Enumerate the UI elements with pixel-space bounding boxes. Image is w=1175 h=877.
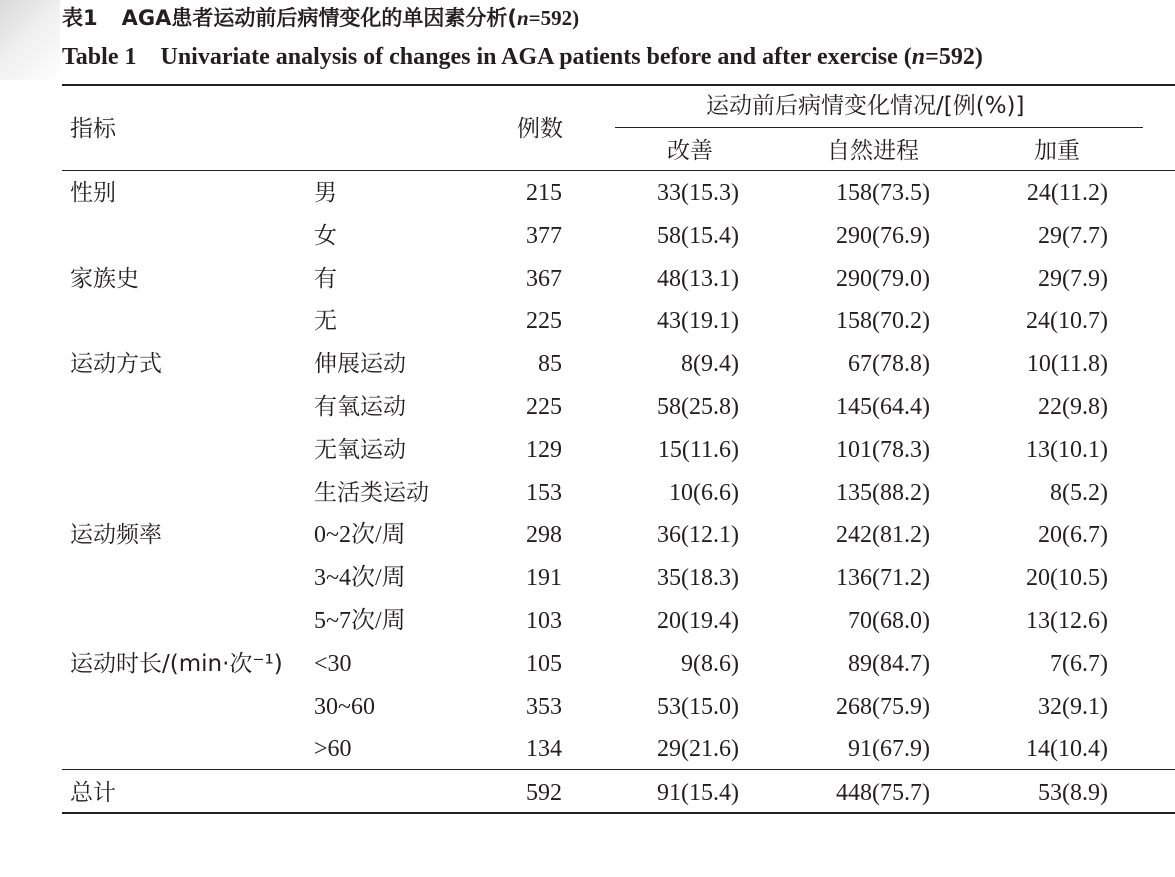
table-row-6-level: 有氧运动 [314, 394, 406, 420]
table-row-1-n: 215 [526, 180, 562, 206]
n-value-cn: =592) [528, 6, 580, 30]
table-row-13-level: 30~60 [314, 694, 375, 720]
table-row-11-improve: 20(19.4) [657, 608, 739, 634]
table-title-cn-text: AGA患者运动前后病情变化的单因素分析( [121, 6, 517, 30]
table-row-14-natural: 91(67.9) [848, 736, 930, 762]
header-count: 例数 [517, 116, 563, 142]
table-row-4-n: 225 [526, 308, 562, 334]
table-row-10-natural: 136(71.2) [836, 565, 930, 591]
table-row-5-factor: 运动方式 [70, 351, 162, 377]
table-row-1-level: 男 [314, 180, 337, 206]
table-row-4-natural: 158(70.2) [836, 308, 930, 334]
bottom-rule [62, 812, 1175, 814]
n-symbol-en: n [911, 44, 926, 70]
table-row-14-worse: 14(10.4) [1026, 736, 1108, 762]
table-row-11-n: 103 [526, 608, 562, 634]
table-row-9-worse: 20(6.7) [1038, 522, 1108, 548]
table-row-8-worse: 8(5.2) [1050, 480, 1108, 506]
top-rule [62, 84, 1175, 86]
table-row-9-n: 298 [526, 522, 562, 548]
table-number-en: Table 1 [62, 44, 137, 70]
total-separator-rule [62, 769, 1175, 770]
table-row-1-improve: 33(15.3) [657, 180, 739, 206]
table-row-6-improve: 58(25.8) [657, 394, 739, 420]
table-row-2-n: 377 [526, 223, 562, 249]
table-row-7-level: 无氧运动 [314, 437, 406, 463]
table-row-5-n: 85 [538, 351, 562, 377]
table-row-13-natural: 268(75.9) [836, 694, 930, 720]
n-value-en: =592) [925, 44, 983, 70]
table-row-12-level: <30 [314, 651, 352, 677]
table-number-cn: 表1 [62, 6, 98, 30]
table-row-8-n: 153 [526, 480, 562, 506]
table-row-13-worse: 32(9.1) [1038, 694, 1108, 720]
table-row-7-natural: 101(78.3) [836, 437, 930, 463]
table-row-6-worse: 22(9.8) [1038, 394, 1108, 420]
table-row-6-natural: 145(64.4) [836, 394, 930, 420]
table-row-10-improve: 35(18.3) [657, 565, 739, 591]
table-title-en [62, 42, 983, 72]
total-row-factor: 总计 [70, 780, 116, 806]
table-row-2-level: 女 [314, 223, 337, 249]
table-title-cn [62, 3, 579, 33]
total-row-worse: 53(8.9) [1038, 780, 1108, 806]
table-row-12-factor: 运动时长/(min·次⁻¹) [70, 651, 283, 677]
total-row-natural: 448(75.7) [836, 780, 930, 806]
table-row-3-worse: 29(7.9) [1038, 266, 1108, 292]
table-row-10-worse: 20(10.5) [1026, 565, 1108, 591]
table-row-9-factor: 运动频率 [70, 522, 162, 548]
table-row-7-n: 129 [526, 437, 562, 463]
table-row-3-natural: 290(79.0) [836, 266, 930, 292]
table-row-5-level: 伸展运动 [314, 351, 406, 377]
table-row-9-level: 0~2次/周 [314, 522, 406, 548]
table-row-3-factor: 家族史 [70, 266, 139, 292]
table-title-en-text: Univariate analysis of changes in AGA patients before and after exercise ( [160, 44, 912, 70]
page-edge-shadow [0, 0, 60, 80]
table-row-14-n: 134 [526, 736, 562, 762]
header-group: 运动前后病情变化情况/[例(%)] [706, 93, 1025, 119]
table-row-8-improve: 10(6.6) [669, 480, 739, 506]
table-row-7-improve: 15(11.6) [657, 437, 739, 463]
table-row-2-worse: 29(7.7) [1038, 223, 1108, 249]
total-row-improve: 91(15.4) [657, 780, 739, 806]
table-row-1-worse: 24(11.2) [1026, 180, 1108, 206]
table-row-3-n: 367 [526, 266, 562, 292]
table-row-2-improve: 58(15.4) [657, 223, 739, 249]
table-row-13-improve: 53(15.0) [657, 694, 739, 720]
table-row-1-factor: 性别 [70, 180, 116, 206]
table-row-4-level: 无 [314, 308, 337, 334]
table-row-12-improve: 9(8.6) [681, 651, 739, 677]
n-symbol-cn: n [516, 6, 529, 30]
table-row-13-n: 353 [526, 694, 562, 720]
table-row-10-level: 3~4次/周 [314, 565, 406, 591]
table-row-12-worse: 7(6.7) [1050, 651, 1108, 677]
group-header-rule [615, 127, 1143, 128]
header-worse: 加重 [1034, 138, 1080, 164]
header-bottom-rule [62, 170, 1175, 171]
table-row-11-natural: 70(68.0) [848, 608, 930, 634]
table-row-3-level: 有 [314, 266, 337, 292]
header-indicator: 指标 [70, 116, 116, 142]
table-row-5-natural: 67(78.8) [848, 351, 930, 377]
header-improve: 改善 [667, 138, 713, 164]
total-row-n: 592 [526, 780, 562, 806]
table-row-2-natural: 290(76.9) [836, 223, 930, 249]
table-row-8-natural: 135(88.2) [836, 480, 930, 506]
table-row-3-improve: 48(13.1) [657, 266, 739, 292]
table-row-5-worse: 10(11.8) [1026, 351, 1108, 377]
table-row-6-n: 225 [526, 394, 562, 420]
table-row-9-improve: 36(12.1) [657, 522, 739, 548]
header-natural: 自然进程 [827, 138, 919, 164]
table-row-7-worse: 13(10.1) [1026, 437, 1108, 463]
table-row-10-n: 191 [526, 565, 562, 591]
table-row-8-level: 生活类运动 [314, 480, 429, 506]
table-row-14-improve: 29(21.6) [657, 736, 739, 762]
table-row-9-natural: 242(81.2) [836, 522, 930, 548]
table-row-12-n: 105 [526, 651, 562, 677]
table-row-4-worse: 24(10.7) [1026, 308, 1108, 334]
table-row-4-improve: 43(19.1) [657, 308, 739, 334]
table-row-12-natural: 89(84.7) [848, 651, 930, 677]
table-row-14-level: >60 [314, 736, 352, 762]
table-row-5-improve: 8(9.4) [681, 351, 739, 377]
table-row-11-level: 5~7次/周 [314, 608, 406, 634]
table-row-11-worse: 13(12.6) [1026, 608, 1108, 634]
table-row-1-natural: 158(73.5) [836, 180, 930, 206]
